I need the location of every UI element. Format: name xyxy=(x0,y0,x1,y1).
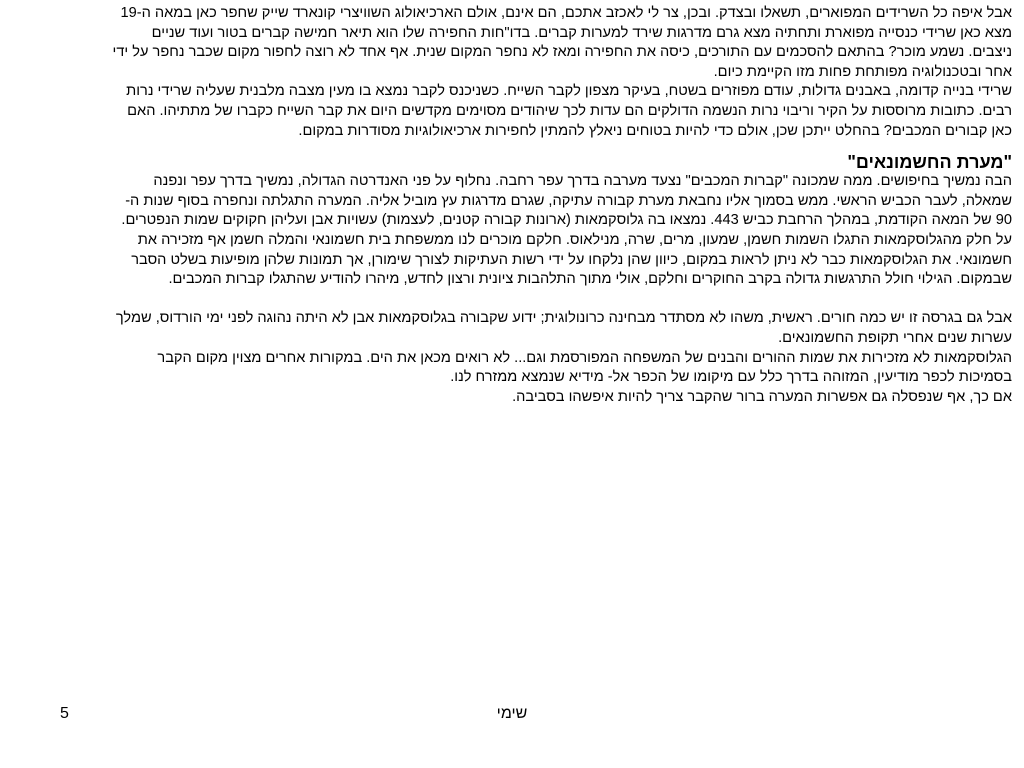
text-line: אם כך, אף שנפסלה גם אפשרות המערה ברור שהקבר צריך להיות איפשהו בסביבה. xyxy=(512,388,1012,405)
text-line: ניצבים. נשמע מוכר? בהתאם להסכמים עם התורכים, כיסה את החפירה ומאז לא נחפר המקום שנית. אף אחד לא רוצה לחפור מקום שכבר נחפר על ידי xyxy=(112,44,1012,61)
text-line: אבל גם בגרסה זו יש כמה חורים. ראשית, משהו לא מסתדר מבחינה כרונולוגית; ידוע שקבורה בגלוסקמאות אבן לא היתה נהוגה לפני ימי הורדוס, שמלך xyxy=(115,310,1012,327)
text-line: אבל איפה כל השרידים המפוארים, תשאלו ובצדק. ובכן, צר לי לאכזב אתכם, הם אינם, אולם הארכיאולוג השוויצרי קונארד שייק שחפר כאן במאה ה-19 xyxy=(120,5,1012,21)
text-line: רבים. כתובות מרוססות על הקיר וריבוי נרות הנשמה הדולקים הם עדות לכך שיהודים מסוימים מקדשים היום את קבר השייח כקברו של מתתיהו. האם xyxy=(127,102,1012,119)
intro-section xyxy=(12,4,1012,141)
text-line: מצא כאן שרידי כנסייה מפוארת ותחתיה מצא גרם מדרגות שירד למערות קברים. בדו"חות החפירה שלו הוא תיאר חמישה קברים בטור ועוד שניים xyxy=(151,24,1012,41)
text-line: אחר ובטכנולוגיה מפותחת פחות מזו הקיימת כיום. xyxy=(713,63,1012,80)
text-line: שבמקום. הגילוי חולל התרגשות גדולה בקרב החוקרים וחלקם, אולי מתוך התלהבות ציונית ורצון לחדש, מיהרו להודיע שהתגלו קברות המכבים. xyxy=(168,271,1012,288)
text-line: הגלוסקמאות לא מזכירות את שמות ההורים והבנים של המשפחה המפורסמת וגם... לא רואים מכאן את הים. במקורות אחרים מצוין מקום הקבר xyxy=(157,349,1012,366)
text-line: עשרות שנים אחרי תקופת החשמונאים. xyxy=(778,329,1012,346)
page-number: 5 xyxy=(60,705,69,722)
text-line: הבה נמשיך בחיפושים. ממה שמכונה "קברות המכבים" נצעד מערבה בדרך עפר רחבה. נחלוף על פני האנדרטה הגדולה, נמשיך בדרך עפר ונפנה xyxy=(153,173,1012,190)
document-body xyxy=(12,4,1012,407)
paragraph-gap xyxy=(12,290,1012,310)
text-line: על חלק מהגלוסקמאות התגלו השמות חשמן, שמעון, מרים, שרה, מנילאוס. חלקם מוכרים לנו ממשפחת בית חשמונאי והמלה חשמן אף מזכירה את xyxy=(137,231,1012,248)
section-title: "מערת החשמונאים" xyxy=(847,152,1012,173)
text-line: כאן קבורים המכבים? בהחלט ייתכן שכן, אולם כדי להיות בטוחים ניאלץ להמתין לחפירות ארכיאולוגיות מסודרות במקום. xyxy=(298,122,1012,139)
text-line: שרידי בנייה קדומה, באבנים גדולות, עודם מפוזרים בשטח, בעיקר מצפון לקבר השייח. כשניכנס לקבר נמצא בו מעין מצבה מלבנית שעליה שרידי נרות xyxy=(126,83,1012,100)
text-line: חשמונאי. את הגלוסקמאות כבר לא ניתן לראות במקום, כיוון שהן נלקחו על ידי רשות העתיקות לצורך שימורן, אך תמונות שלהן מופיעות בשלט הסבר xyxy=(131,251,1012,268)
closing-section xyxy=(12,309,1012,407)
caves-section xyxy=(12,172,1012,290)
text-line: בסמיכות לכפר מודיעין, המזוהה בדרך כלל עם מיקומו של הכפר אל- מידיא שנמצא ממזרח לנו. xyxy=(450,369,1012,386)
text-line: 90 של המאה הקודמת, במהלך הרחבת כביש 443. נמצאו בה גלוסקמאות (ארונות קבורה קטנים, לעצמות) עשויות אבן ועליהן חקוקים שמות הנפטרים. xyxy=(121,212,1012,229)
text-line: שמאלה, לעבר הכביש הראשי. ממש בסמוך אליו נחבאת מערת קבורה עתיקה, שגרם מדרגות עץ מוביל אליה. המערה התגלתה ונחפרה בסוף שנות ה- xyxy=(125,192,1012,209)
footer-author: שימי xyxy=(496,705,528,722)
